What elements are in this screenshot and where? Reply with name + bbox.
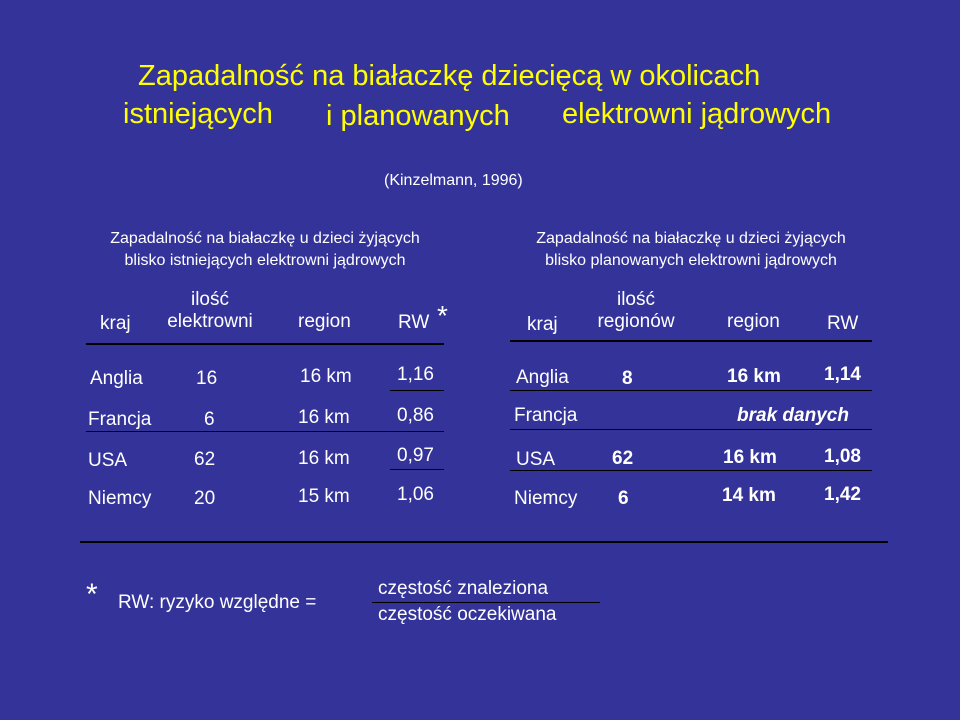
- left-header-rw: RW: [398, 312, 430, 333]
- fraction-bar: [372, 602, 600, 603]
- right-header-region: region: [727, 311, 780, 332]
- left-row1-rw: 1,16: [397, 364, 434, 385]
- right-header-ilosc-line2: regionów: [597, 311, 675, 332]
- right-row2-kraj: Francja: [514, 405, 578, 426]
- right-header-kraj: kraj: [527, 314, 558, 335]
- right-row1-region: 16 km: [727, 366, 781, 387]
- left-row3-region: 16 km: [298, 448, 350, 469]
- left-row1-ilosc: 16: [196, 368, 218, 389]
- left-row4-kraj: Niemcy: [88, 488, 152, 509]
- slide-title-line1: Zapadalność na białaczkę dziecięcą w okolicach: [138, 60, 761, 92]
- left-row3-rw: 0,97: [397, 445, 434, 466]
- left-header-ilosc: [155, 289, 265, 333]
- right-row1-rule: [510, 390, 872, 391]
- right-subtitle-line2: blisko planowanych elektrowni jądrowych: [545, 252, 837, 269]
- right-row1-kraj: Anglia: [516, 367, 569, 388]
- right-row3-rw: 1,08: [824, 446, 861, 467]
- source-citation: (Kinzelmann, 1996): [384, 172, 523, 189]
- right-row2-region: brak danych: [737, 405, 849, 426]
- footnote-star: *: [86, 578, 98, 611]
- right-subtitle-line1: Zapadalność na białaczkę u dzieci żyjących: [536, 230, 846, 247]
- left-row3-rule: [390, 469, 444, 470]
- left-header-kraj: kraj: [100, 313, 131, 334]
- slide-title-line2b: i planowanych: [326, 100, 510, 132]
- left-header-region: region: [298, 311, 351, 332]
- left-header-star: *: [437, 300, 448, 331]
- right-subtitle: [494, 228, 888, 272]
- left-subtitle: [66, 228, 464, 272]
- left-row1-region: 16 km: [300, 366, 352, 387]
- right-row4-region: 14 km: [722, 485, 776, 506]
- right-header-rule: [510, 340, 872, 342]
- left-header-ilosc-line1: ilość: [190, 289, 229, 310]
- right-row2-rule: [510, 429, 872, 430]
- left-header-ilosc-line2: elektrowni: [167, 311, 253, 332]
- left-header-rule: [86, 343, 444, 345]
- left-row1-kraj: Anglia: [90, 368, 143, 389]
- left-row4-ilosc: 20: [194, 488, 216, 509]
- left-row2-kraj: Francja: [88, 409, 152, 430]
- left-row3-ilosc: 62: [194, 449, 216, 470]
- right-row1-rw: 1,14: [824, 364, 861, 385]
- slide-title-line2c: elektrowni jądrowych: [562, 98, 832, 130]
- right-row3-region: 16 km: [723, 447, 777, 468]
- left-row2-region: 16 km: [298, 407, 350, 428]
- right-row1-ilosc: 8: [622, 368, 633, 389]
- left-row4-region: 15 km: [298, 486, 350, 507]
- right-header-ilosc-line1: ilość: [616, 289, 655, 310]
- left-row2-rule: [86, 431, 444, 432]
- footnote-denominator: częstość oczekiwana: [378, 604, 557, 625]
- right-row4-kraj: Niemcy: [514, 488, 578, 509]
- footnote-numerator: częstość znaleziona: [378, 578, 549, 599]
- left-row1-rule: [390, 390, 444, 391]
- right-row3-ilosc: 62: [612, 448, 634, 469]
- slide-title-line2a: istniejących: [123, 98, 273, 130]
- left-row3-kraj: USA: [88, 450, 128, 471]
- right-row3-kraj: USA: [516, 449, 556, 470]
- left-row2-ilosc: 6: [204, 409, 215, 430]
- left-row2-rw: 0,86: [397, 405, 434, 426]
- right-row4-ilosc: 6: [618, 488, 629, 509]
- section-divider: [80, 541, 888, 543]
- right-row3-rule: [510, 470, 872, 471]
- left-row4-rw: 1,06: [397, 484, 434, 505]
- footnote-label: RW: ryzyko względne =: [118, 592, 317, 613]
- left-subtitle-line2: blisko istniejących elektrowni jądrowych: [124, 252, 406, 269]
- right-header-ilosc: [580, 289, 692, 333]
- right-row4-rw: 1,42: [824, 484, 861, 505]
- left-subtitle-line1: Zapadalność na białaczkę u dzieci żyjących: [110, 230, 420, 247]
- right-header-rw: RW: [827, 313, 859, 334]
